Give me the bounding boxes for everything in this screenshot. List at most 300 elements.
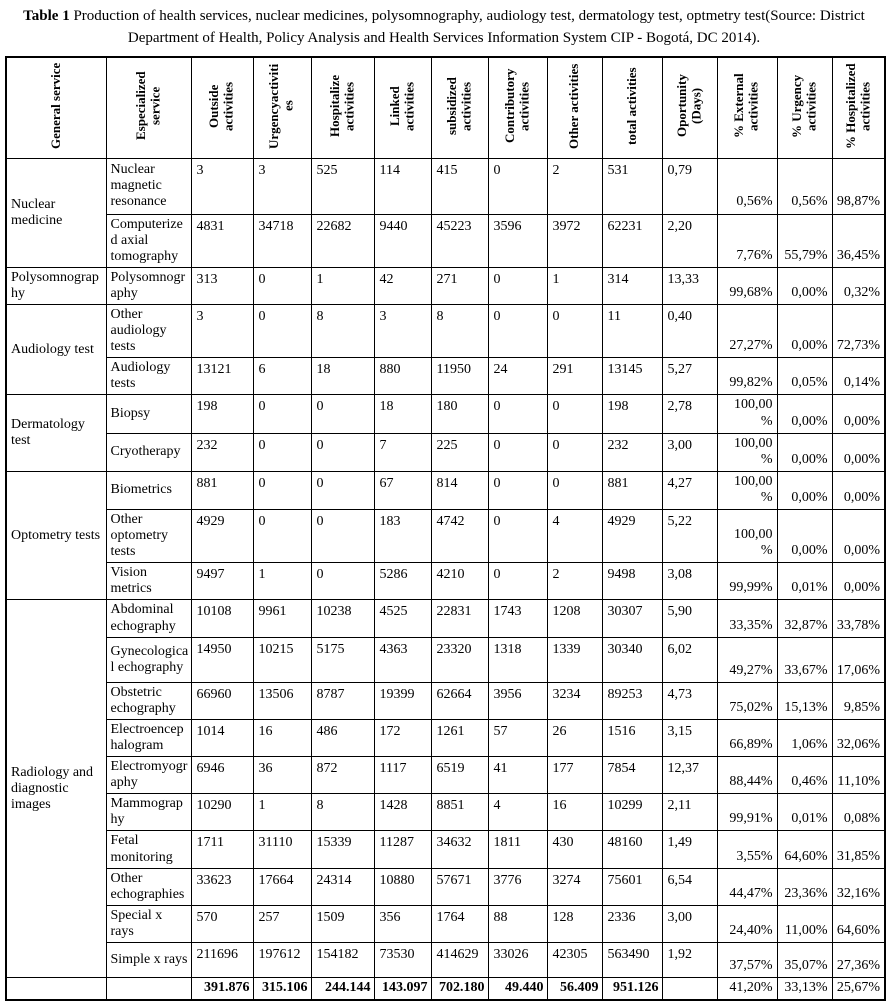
table-row (6, 757, 885, 794)
column-header (431, 57, 488, 159)
value-cell: 0 (488, 510, 547, 563)
value-cell: 11287 (374, 831, 431, 868)
value-cell: 34632 (431, 831, 488, 868)
percent-cell: 36,45% (832, 214, 885, 267)
specialized-service-cell: Vision metrics (106, 563, 191, 600)
percent-cell: 100,00 % (717, 471, 777, 509)
value-cell: 3,15 (662, 719, 717, 756)
value-cell: 5,27 (662, 358, 717, 395)
general-service-cell: Dermatology test (6, 395, 106, 471)
percent-cell: 100,00 % (717, 433, 777, 471)
general-service-cell: Nuclear medicine (6, 158, 106, 267)
value-cell: 2,11 (662, 794, 717, 831)
value-cell: 9498 (602, 563, 662, 600)
value-cell: 198 (191, 395, 253, 433)
percent-cell: 32,06% (832, 719, 885, 756)
value-cell: 22831 (431, 600, 488, 637)
value-cell: 313 (191, 267, 253, 304)
value-cell: 4,73 (662, 682, 717, 719)
percent-cell: 64,60% (777, 831, 832, 868)
caption-label: Table 1 (23, 8, 70, 24)
column-header (106, 57, 191, 159)
value-cell: 4210 (431, 563, 488, 600)
percent-cell: 98,87% (832, 158, 885, 214)
value-cell: 0 (488, 267, 547, 304)
column-header (311, 57, 374, 159)
percent-cell: 35,07% (777, 942, 832, 977)
value-cell: 5,22 (662, 510, 717, 563)
value-cell: 13145 (602, 358, 662, 395)
percent-cell: 0,00% (777, 267, 832, 304)
percent-cell: 0,01% (777, 563, 832, 600)
column-header-label: General service (49, 61, 64, 151)
table-row (6, 395, 885, 433)
value-cell: 62664 (431, 682, 488, 719)
value-cell: 8851 (431, 794, 488, 831)
specialized-service-cell: Obstetric echography (106, 682, 191, 719)
total-value-cell (662, 977, 717, 1000)
percent-cell: 9,85% (832, 682, 885, 719)
table-row (6, 510, 885, 563)
value-cell: 3234 (547, 682, 602, 719)
value-cell: 430 (547, 831, 602, 868)
value-cell: 3 (374, 304, 431, 357)
value-cell: 10299 (602, 794, 662, 831)
value-cell: 0 (488, 395, 547, 433)
table-row (6, 304, 885, 357)
table-row (6, 942, 885, 977)
value-cell: 4 (488, 794, 547, 831)
total-percent-cell: 25,67% (832, 977, 885, 1000)
percent-cell: 66,89% (717, 719, 777, 756)
column-header-label: Especialized service (134, 61, 163, 151)
value-cell: 1261 (431, 719, 488, 756)
caption-text: Production of health services, nuclear medicines, polysomnography, audiology test, dermatology test, optmetry test(Source: District Department of Health, Policy Analysis and Health Services Information System CIP - Bogotá, DC 2014). (70, 8, 865, 46)
value-cell: 9961 (253, 600, 311, 637)
percent-cell: 23,36% (777, 868, 832, 905)
value-cell: 0 (547, 395, 602, 433)
table-row (6, 267, 885, 304)
percent-cell: 0,00% (832, 433, 885, 471)
value-cell: 531 (602, 158, 662, 214)
column-header-label: Linked activities (388, 61, 417, 151)
percent-cell: 24,40% (717, 905, 777, 942)
general-service-cell: Radiology and diagnostic images (6, 600, 106, 978)
value-cell: 1428 (374, 794, 431, 831)
value-cell: 232 (602, 433, 662, 471)
value-cell: 36 (253, 757, 311, 794)
percent-cell: 0,00% (832, 510, 885, 563)
column-header (6, 57, 106, 159)
table-row (6, 433, 885, 471)
value-cell: 197612 (253, 942, 311, 977)
value-cell: 13121 (191, 358, 253, 395)
value-cell: 356 (374, 905, 431, 942)
value-cell: 880 (374, 358, 431, 395)
column-header (602, 57, 662, 159)
table-row (6, 214, 885, 267)
value-cell: 26 (547, 719, 602, 756)
value-cell: 0,40 (662, 304, 717, 357)
value-cell: 22682 (311, 214, 374, 267)
value-cell: 3596 (488, 214, 547, 267)
value-cell: 6,54 (662, 868, 717, 905)
value-cell: 5,90 (662, 600, 717, 637)
value-cell: 0 (253, 304, 311, 357)
value-cell: 0 (311, 510, 374, 563)
value-cell: 2,78 (662, 395, 717, 433)
value-cell: 31110 (253, 831, 311, 868)
value-cell: 3,00 (662, 433, 717, 471)
percent-cell: 0,01% (777, 794, 832, 831)
value-cell: 14950 (191, 637, 253, 682)
percent-cell: 0,00% (777, 304, 832, 357)
value-cell: 1,92 (662, 942, 717, 977)
value-cell: 180 (431, 395, 488, 433)
column-header (374, 57, 431, 159)
percent-cell: 99,91% (717, 794, 777, 831)
value-cell: 18 (374, 395, 431, 433)
percent-cell: 31,85% (832, 831, 885, 868)
value-cell: 15339 (311, 831, 374, 868)
specialized-service-cell: Other audiology tests (106, 304, 191, 357)
value-cell: 1,49 (662, 831, 717, 868)
specialized-service-cell: Other echographies (106, 868, 191, 905)
table-row (6, 905, 885, 942)
value-cell: 3 (253, 158, 311, 214)
percent-cell: 0,14% (832, 358, 885, 395)
value-cell: 7 (374, 433, 431, 471)
percent-cell: 0,56% (717, 158, 777, 214)
value-cell: 1339 (547, 637, 602, 682)
value-cell: 34718 (253, 214, 311, 267)
value-cell: 4363 (374, 637, 431, 682)
value-cell: 4831 (191, 214, 253, 267)
total-value-cell: 391.876 (191, 977, 253, 1000)
percent-cell: 27,27% (717, 304, 777, 357)
percent-cell: 0,00% (777, 471, 832, 509)
value-cell: 57671 (431, 868, 488, 905)
percent-cell: 33,35% (717, 600, 777, 637)
value-cell: 0 (253, 471, 311, 509)
value-cell: 6,02 (662, 637, 717, 682)
value-cell: 177 (547, 757, 602, 794)
value-cell: 16 (253, 719, 311, 756)
value-cell: 525 (311, 158, 374, 214)
column-header (662, 57, 717, 159)
specialized-service-cell: Biopsy (106, 395, 191, 433)
value-cell: 291 (547, 358, 602, 395)
value-cell: 0 (488, 304, 547, 357)
value-cell: 41 (488, 757, 547, 794)
value-cell: 486 (311, 719, 374, 756)
table-row (6, 158, 885, 214)
specialized-service-cell: Electroencephalogram (106, 719, 191, 756)
value-cell: 4 (547, 510, 602, 563)
table-row (6, 682, 885, 719)
value-cell: 8 (311, 304, 374, 357)
value-cell: 271 (431, 267, 488, 304)
table-row (6, 471, 885, 509)
specialized-service-cell: Simple x rays (106, 942, 191, 977)
percent-cell: 0,00% (832, 471, 885, 509)
value-cell: 13506 (253, 682, 311, 719)
column-header (547, 57, 602, 159)
value-cell: 6519 (431, 757, 488, 794)
total-value-cell: 702.180 (431, 977, 488, 1000)
table-row (6, 563, 885, 600)
value-cell: 1117 (374, 757, 431, 794)
value-cell: 8 (311, 794, 374, 831)
percent-cell: 75,02% (717, 682, 777, 719)
table-caption (8, 6, 880, 50)
value-cell: 6 (253, 358, 311, 395)
value-cell: 2336 (602, 905, 662, 942)
percent-cell: 0,56% (777, 158, 832, 214)
value-cell: 11950 (431, 358, 488, 395)
value-cell: 0 (253, 433, 311, 471)
value-cell: 66960 (191, 682, 253, 719)
percent-cell: 15,13% (777, 682, 832, 719)
value-cell: 0 (547, 471, 602, 509)
total-percent-cell: 33,13% (777, 977, 832, 1000)
value-cell: 33026 (488, 942, 547, 977)
value-cell: 2,20 (662, 214, 717, 267)
specialized-service-cell: Mammography (106, 794, 191, 831)
table-row (6, 831, 885, 868)
value-cell: 48160 (602, 831, 662, 868)
table-row (6, 719, 885, 756)
value-cell: 4525 (374, 600, 431, 637)
value-cell: 1743 (488, 600, 547, 637)
specialized-service-cell: Computerized axial tomography (106, 214, 191, 267)
specialized-service-cell: Cryotherapy (106, 433, 191, 471)
value-cell: 57 (488, 719, 547, 756)
value-cell: 0 (311, 395, 374, 433)
percent-cell: 88,44% (717, 757, 777, 794)
total-percent-cell: 41,20% (717, 977, 777, 1000)
value-cell: 89253 (602, 682, 662, 719)
column-header-label: Urgencyactivities (267, 61, 296, 151)
specialized-service-cell: Electromyography (106, 757, 191, 794)
value-cell: 3,00 (662, 905, 717, 942)
value-cell: 314 (602, 267, 662, 304)
specialized-service-cell: Special x rays (106, 905, 191, 942)
value-cell: 30307 (602, 600, 662, 637)
value-cell: 1 (547, 267, 602, 304)
percent-cell: 0,00% (832, 563, 885, 600)
value-cell: 42305 (547, 942, 602, 977)
percent-cell: 0,46% (777, 757, 832, 794)
value-cell: 3956 (488, 682, 547, 719)
value-cell: 10290 (191, 794, 253, 831)
value-cell: 10880 (374, 868, 431, 905)
percent-cell: 0,05% (777, 358, 832, 395)
value-cell: 3274 (547, 868, 602, 905)
value-cell: 198 (602, 395, 662, 433)
value-cell: 128 (547, 905, 602, 942)
percent-cell: 32,16% (832, 868, 885, 905)
percent-cell: 64,60% (832, 905, 885, 942)
column-header (777, 57, 832, 159)
value-cell: 24314 (311, 868, 374, 905)
value-cell: 1 (311, 267, 374, 304)
value-cell: 1014 (191, 719, 253, 756)
value-cell: 1 (253, 794, 311, 831)
percent-cell: 3,55% (717, 831, 777, 868)
value-cell: 4929 (191, 510, 253, 563)
value-cell: 3776 (488, 868, 547, 905)
column-header-label: Hospitalize activities (328, 61, 357, 151)
totals-row (6, 977, 885, 1000)
value-cell: 10108 (191, 600, 253, 637)
value-cell: 0 (253, 510, 311, 563)
specialized-service-cell: Nuclear magnetic resonance (106, 158, 191, 214)
column-header (717, 57, 777, 159)
column-header-label: % Urgency activities (790, 61, 819, 151)
value-cell: 814 (431, 471, 488, 509)
value-cell: 881 (602, 471, 662, 509)
value-cell: 0 (253, 395, 311, 433)
percent-cell: 99,68% (717, 267, 777, 304)
value-cell: 11 (602, 304, 662, 357)
general-service-cell: Polysomnography (6, 267, 106, 304)
value-cell: 0 (311, 471, 374, 509)
value-cell: 257 (253, 905, 311, 942)
specialized-service-cell: Gynecological echography (106, 637, 191, 682)
value-cell: 1509 (311, 905, 374, 942)
value-cell: 8787 (311, 682, 374, 719)
value-cell: 0 (311, 563, 374, 600)
percent-cell: 11,10% (832, 757, 885, 794)
value-cell: 4,27 (662, 471, 717, 509)
specialized-service-cell: Biometrics (106, 471, 191, 509)
value-cell: 3,08 (662, 563, 717, 600)
column-header-label: Outside activities (207, 61, 236, 151)
value-cell: 172 (374, 719, 431, 756)
value-cell: 10215 (253, 637, 311, 682)
specialized-service-cell: Audiology tests (106, 358, 191, 395)
value-cell: 24 (488, 358, 547, 395)
value-cell: 75601 (602, 868, 662, 905)
value-cell: 0 (488, 563, 547, 600)
value-cell: 0 (488, 471, 547, 509)
value-cell: 563490 (602, 942, 662, 977)
value-cell: 183 (374, 510, 431, 563)
value-cell: 12,37 (662, 757, 717, 794)
percent-cell: 0,32% (832, 267, 885, 304)
table-row (6, 637, 885, 682)
value-cell: 1208 (547, 600, 602, 637)
value-cell: 3972 (547, 214, 602, 267)
value-cell: 0 (547, 433, 602, 471)
value-cell: 2 (547, 563, 602, 600)
specialized-service-cell (106, 977, 191, 1000)
value-cell: 2 (547, 158, 602, 214)
value-cell: 4929 (602, 510, 662, 563)
value-cell: 3 (191, 304, 253, 357)
value-cell: 1764 (431, 905, 488, 942)
specialized-service-cell: Other optometry tests (106, 510, 191, 563)
value-cell: 0 (488, 158, 547, 214)
value-cell: 5286 (374, 563, 431, 600)
value-cell: 73530 (374, 942, 431, 977)
value-cell: 0,79 (662, 158, 717, 214)
general-service-cell (6, 977, 106, 1000)
value-cell: 62231 (602, 214, 662, 267)
value-cell: 9497 (191, 563, 253, 600)
percent-cell: 32,87% (777, 600, 832, 637)
value-cell: 67 (374, 471, 431, 509)
value-cell: 0 (547, 304, 602, 357)
percent-cell: 0,00% (777, 433, 832, 471)
percent-cell: 0,00% (777, 395, 832, 433)
value-cell: 10238 (311, 600, 374, 637)
percent-cell: 55,79% (777, 214, 832, 267)
percent-cell: 0,08% (832, 794, 885, 831)
value-cell: 18 (311, 358, 374, 395)
value-cell: 1516 (602, 719, 662, 756)
value-cell: 1318 (488, 637, 547, 682)
percent-cell: 100,00 % (717, 395, 777, 433)
table-row (6, 358, 885, 395)
total-value-cell: 315.106 (253, 977, 311, 1000)
percent-cell: 44,47% (717, 868, 777, 905)
value-cell: 1711 (191, 831, 253, 868)
value-cell: 30340 (602, 637, 662, 682)
header-row (6, 57, 885, 159)
percent-cell: 17,06% (832, 637, 885, 682)
table-row (6, 868, 885, 905)
column-header-label: % External activities (732, 61, 761, 151)
total-value-cell: 951.126 (602, 977, 662, 1000)
value-cell: 88 (488, 905, 547, 942)
value-cell: 6946 (191, 757, 253, 794)
percent-cell: 49,27% (717, 637, 777, 682)
value-cell: 45223 (431, 214, 488, 267)
percent-cell: 27,36% (832, 942, 885, 977)
column-header-label: total activities (625, 61, 640, 151)
value-cell: 154182 (311, 942, 374, 977)
general-service-cell: Audiology test (6, 304, 106, 394)
specialized-service-cell: Polysomnography (106, 267, 191, 304)
value-cell: 0 (253, 267, 311, 304)
total-value-cell: 49.440 (488, 977, 547, 1000)
value-cell: 4742 (431, 510, 488, 563)
column-header-label: Oportunity (Days) (675, 61, 704, 151)
percent-cell: 0,00% (777, 510, 832, 563)
general-service-cell: Optometry tests (6, 471, 106, 600)
value-cell: 114 (374, 158, 431, 214)
value-cell: 232 (191, 433, 253, 471)
value-cell: 3 (191, 158, 253, 214)
value-cell: 13,33 (662, 267, 717, 304)
value-cell: 17664 (253, 868, 311, 905)
value-cell: 881 (191, 471, 253, 509)
value-cell: 211696 (191, 942, 253, 977)
value-cell: 414629 (431, 942, 488, 977)
value-cell: 9440 (374, 214, 431, 267)
percent-cell: 33,67% (777, 637, 832, 682)
percent-cell: 7,76% (717, 214, 777, 267)
value-cell: 7854 (602, 757, 662, 794)
value-cell: 16 (547, 794, 602, 831)
value-cell: 1811 (488, 831, 547, 868)
percent-cell: 72,73% (832, 304, 885, 357)
column-header (832, 57, 885, 159)
value-cell: 5175 (311, 637, 374, 682)
value-cell: 8 (431, 304, 488, 357)
